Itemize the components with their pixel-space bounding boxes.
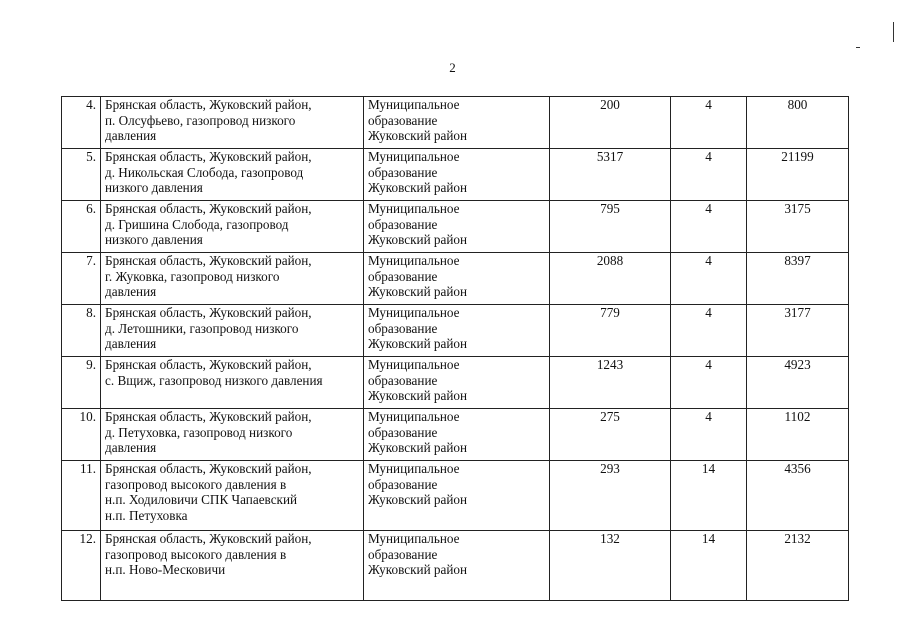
owner-cell: Муниципальное образование Жуковский район — [364, 409, 550, 461]
row-number: 7. — [62, 253, 101, 305]
row-number: 9. — [62, 357, 101, 409]
length-cell: 1243 — [550, 357, 671, 409]
total-cell: 800 — [747, 97, 849, 149]
owner-cell: Муниципальное образование Жуковский район — [364, 253, 550, 305]
table-row — [62, 149, 849, 201]
row-number: 8. — [62, 305, 101, 357]
row-number: 10. — [62, 409, 101, 461]
length-cell: 2088 — [550, 253, 671, 305]
scan-margin-dot — [856, 47, 860, 48]
total-cell: 4356 — [747, 461, 849, 531]
object-description: Брянская область, Жуковский район, газопровод высокого давления в н.п. Ново-Месковичи — [101, 531, 364, 601]
length-cell: 200 — [550, 97, 671, 149]
rate-cell: 14 — [671, 461, 747, 531]
table-row — [62, 531, 849, 601]
row-number: 12. — [62, 531, 101, 601]
table-row — [62, 357, 849, 409]
length-cell: 132 — [550, 531, 671, 601]
scan-margin-mark — [893, 22, 894, 42]
length-cell: 5317 — [550, 149, 671, 201]
total-cell: 3175 — [747, 201, 849, 253]
total-cell: 3177 — [747, 305, 849, 357]
rate-cell: 14 — [671, 531, 747, 601]
row-number: 5. — [62, 149, 101, 201]
object-description: Брянская область, Жуковский район, п. Олсуфьево, газопровод низкого давления — [101, 97, 364, 149]
rate-cell: 4 — [671, 201, 747, 253]
table-row — [62, 461, 849, 531]
row-number: 4. — [62, 97, 101, 149]
rate-cell: 4 — [671, 409, 747, 461]
length-cell: 779 — [550, 305, 671, 357]
length-cell: 275 — [550, 409, 671, 461]
owner-cell: Муниципальное образование Жуковский район — [364, 305, 550, 357]
object-description: Брянская область, Жуковский район, газопровод высокого давления в н.п. Ходиловичи СПК Чапаевский н.п. Петуховка — [101, 461, 364, 531]
row-number: 6. — [62, 201, 101, 253]
table-row — [62, 201, 849, 253]
object-description: Брянская область, Жуковский район, д. Летошники, газопровод низкого давления — [101, 305, 364, 357]
table-body — [62, 97, 849, 601]
total-cell: 2132 — [747, 531, 849, 601]
object-description: Брянская область, Жуковский район, д. Петуховка, газопровод низкого давления — [101, 409, 364, 461]
owner-cell: Муниципальное образование Жуковский район — [364, 357, 550, 409]
object-description: Брянская область, Жуковский район, г. Жуковка, газопровод низкого давления — [101, 253, 364, 305]
object-description: Брянская область, Жуковский район, с. Вщиж, газопровод низкого давления — [101, 357, 364, 409]
rate-cell: 4 — [671, 97, 747, 149]
page-number: 2 — [449, 60, 456, 75]
rate-cell: 4 — [671, 149, 747, 201]
rate-cell: 4 — [671, 305, 747, 357]
owner-cell: Муниципальное образование Жуковский район — [364, 97, 550, 149]
owner-cell: Муниципальное образование Жуковский район — [364, 201, 550, 253]
row-number: 11. — [62, 461, 101, 531]
total-cell: 21199 — [747, 149, 849, 201]
pipeline-table — [61, 96, 849, 601]
table-row — [62, 409, 849, 461]
rate-cell: 4 — [671, 357, 747, 409]
table-row — [62, 253, 849, 305]
table-row — [62, 305, 849, 357]
rate-cell: 4 — [671, 253, 747, 305]
total-cell: 1102 — [747, 409, 849, 461]
owner-cell: Муниципальное образование Жуковский район — [364, 531, 550, 601]
length-cell: 795 — [550, 201, 671, 253]
owner-cell: Муниципальное образование Жуковский район — [364, 149, 550, 201]
owner-cell: Муниципальное образование Жуковский район — [364, 461, 550, 531]
total-cell: 4923 — [747, 357, 849, 409]
table-row — [62, 97, 849, 149]
object-description: Брянская область, Жуковский район, д. Гришина Слобода, газопровод низкого давления — [101, 201, 364, 253]
object-description: Брянская область, Жуковский район, д. Никольская Слобода, газопровод низкого давления — [101, 149, 364, 201]
total-cell: 8397 — [747, 253, 849, 305]
length-cell: 293 — [550, 461, 671, 531]
